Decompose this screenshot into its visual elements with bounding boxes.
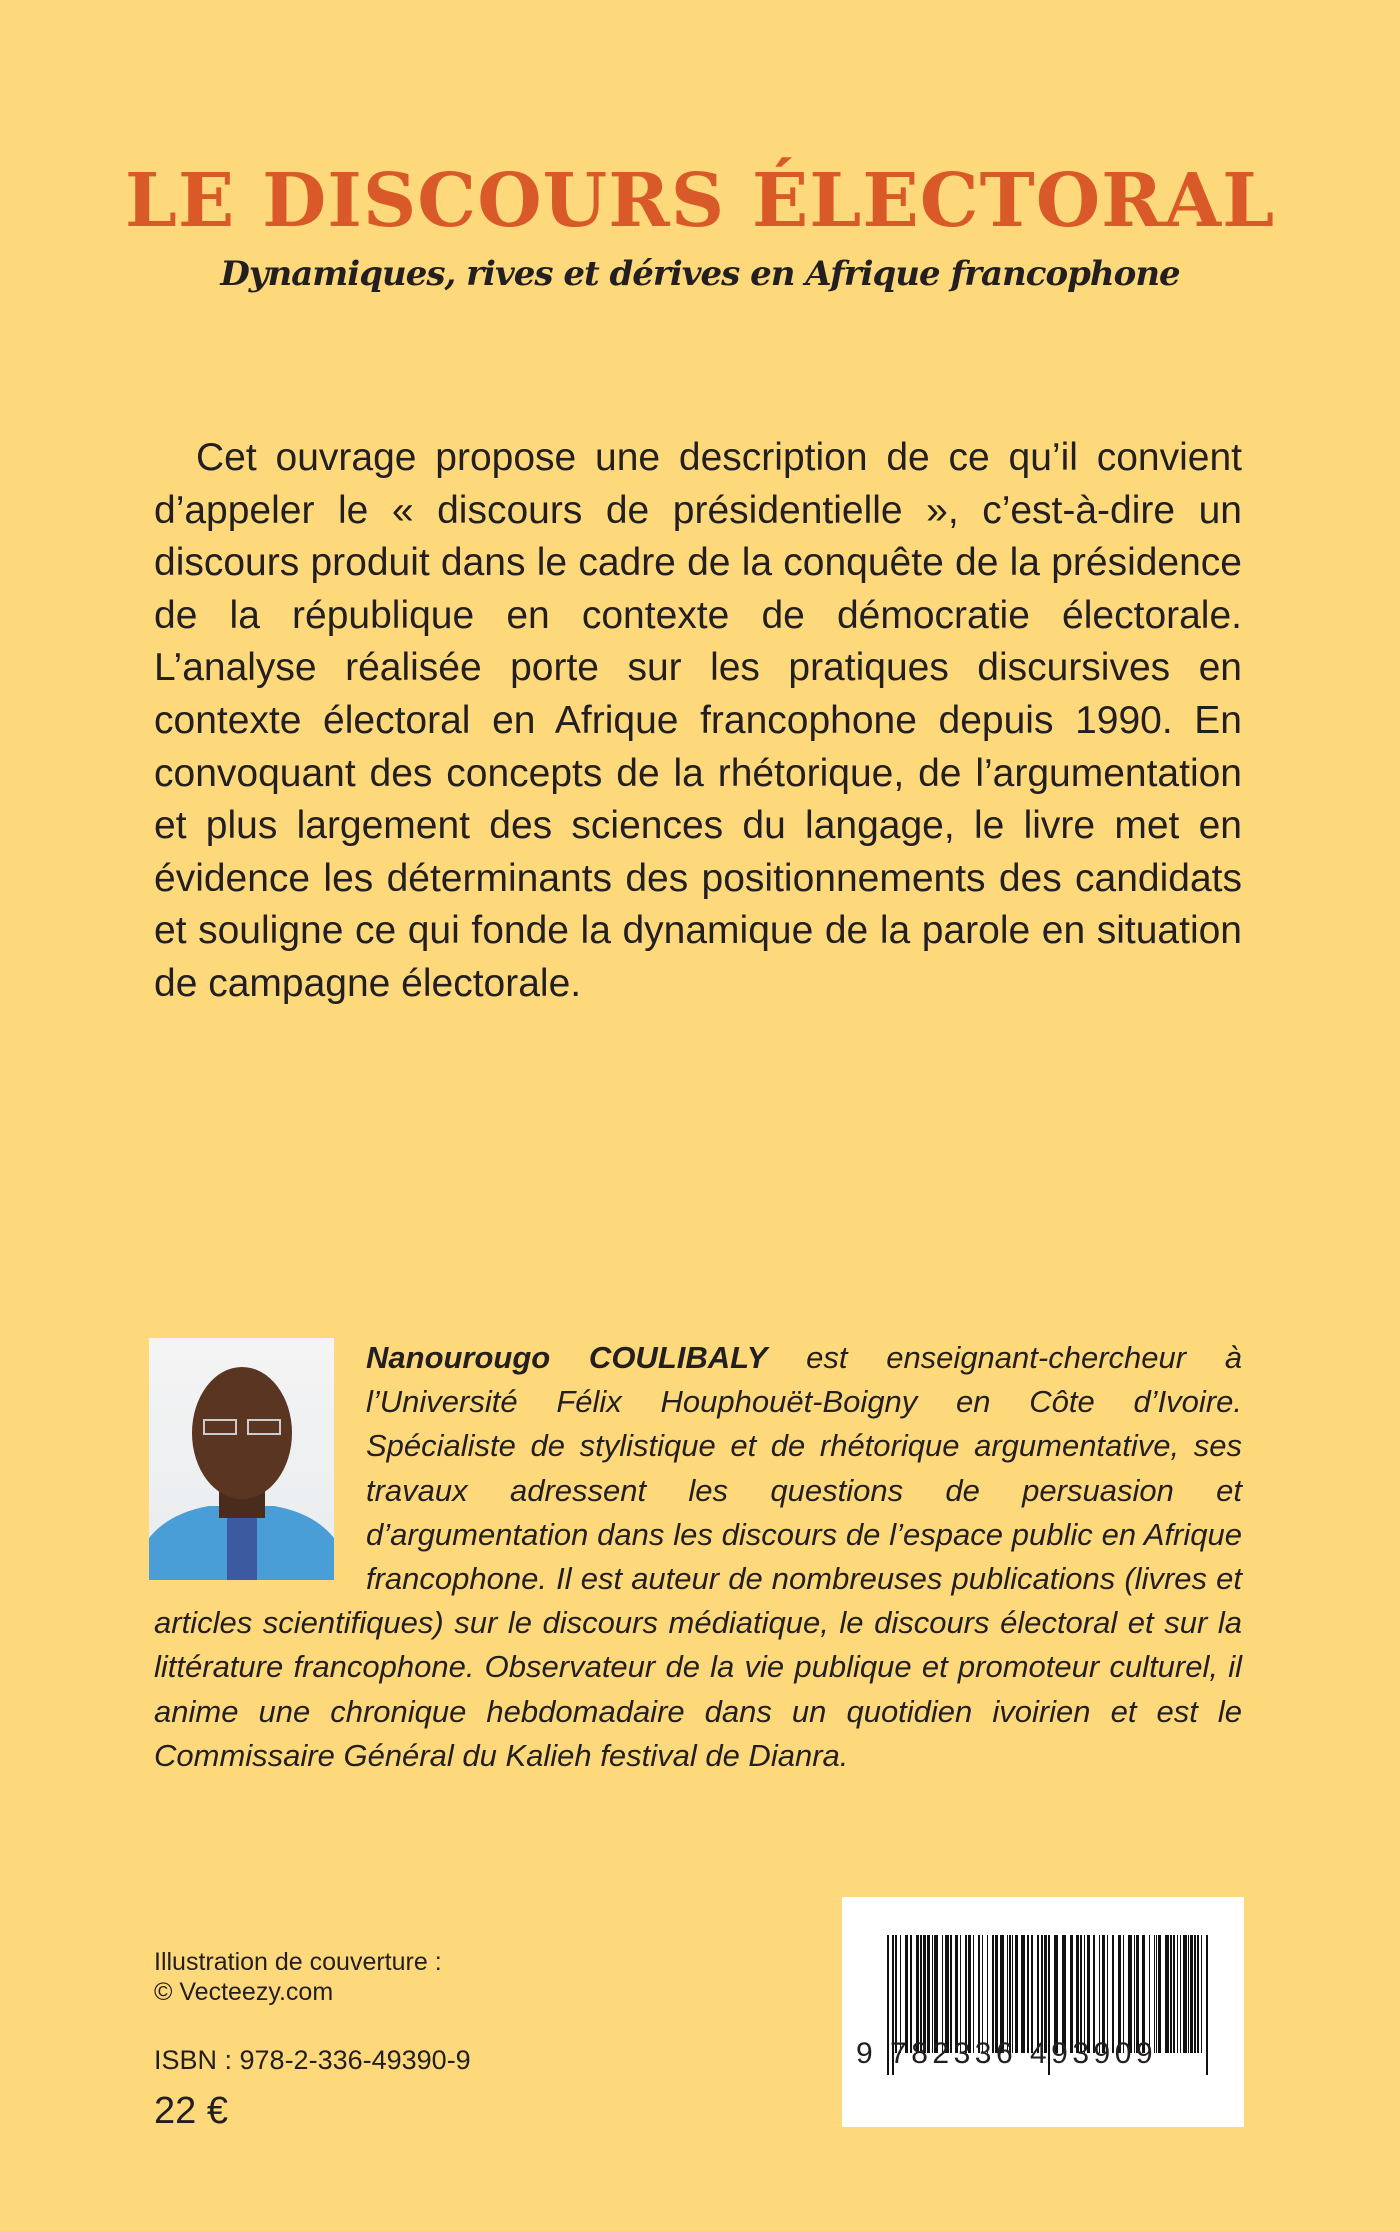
barcode-bar [945,1935,949,2053]
barcode-bar [1031,1935,1033,2053]
barcode-bar [1041,1935,1043,2053]
barcode [842,1897,1244,2127]
barcode-bar [895,1935,897,2053]
barcode-bar [1123,1935,1124,2053]
barcode-bar [968,1935,971,2053]
barcode-bar [1173,1935,1175,2053]
barcode-bar [1188,1935,1189,2053]
barcode-bar [965,1935,967,2053]
barcode-bar [995,1935,998,2053]
barcode-bar [1158,1935,1161,2053]
barcode-bar [1015,1935,1018,2053]
barcode-bar [987,1935,988,2053]
barcode-bar [1037,1935,1039,2053]
barcode-bar [916,1935,919,2053]
barcode-bar [900,1935,901,2053]
barcode-bar [1080,1935,1082,2053]
barcode-bar [1062,1935,1066,2053]
credit-label: Illustration de couverture : [154,1948,442,1976]
barcode-bar [978,1935,980,2053]
barcode-bar [1009,1935,1011,2053]
barcode-bar [1054,1935,1058,2053]
barcode-bar [932,1935,933,2053]
barcode-bar [1128,1935,1132,2053]
barcode-bar [982,1935,983,2053]
barcode-bar [910,1935,912,2053]
barcode-bar [934,1935,938,2053]
barcode-bar [1190,1935,1193,2053]
barcode-bar [1000,1935,1004,2053]
barcode-bar [1099,1935,1100,2053]
barcode-bar [1084,1935,1085,2053]
barcode-bar [1027,1935,1029,2053]
barcode-bar [1180,1935,1181,2053]
barcode-bar [1118,1935,1121,2053]
barcode-bar [1194,1935,1196,2053]
barcode-bar [973,1935,974,2053]
price: 22 € [154,2090,228,2132]
barcode-bar [1154,1935,1155,2053]
barcode-bar [905,1935,908,2053]
barcode-bar [1112,1935,1114,2053]
barcode-bar [1165,1935,1169,2053]
book-summary: Cet ouvrage propose une description de ce qu’il convient d’appeler le « discours de présidentielle », c’est-à-dire un discours produit dans le cadre de la conquête de la présidence de la république en contexte de démocratie électorale. L’analyse réalisée porte sur les pratiques discursives en contexte électoral en Afrique francophone depuis 1990. En convoquant des concepts de la rhétorique, de l’argumentation et plus largement des sciences du langage, le livre met en évidence les déterminants des positionnements des candidats et souligne ce qui fonde la dynamique de la parole en situation de campagne électorale. [154,436,1242,1005]
barcode-bar [960,1935,961,2053]
barcode-bar [1087,1935,1090,2053]
barcode-bar [1076,1935,1079,2053]
barcode-bar [1107,1935,1108,2053]
barcode-bar [927,1935,930,2053]
barcode-bar [1149,1935,1150,2053]
barcode-bar [920,1935,922,2053]
barcode-bar [1183,1935,1187,2053]
book-title: LE DISCOURS ÉLECTORAL [124,158,1276,244]
barcode-bar [1102,1935,1105,2053]
barcode-digits: 9 782336 493909 [856,2037,1158,2070]
barcode-bar [992,1935,994,2053]
barcode-bar [1197,1935,1199,2053]
author-bio [154,1336,1242,1778]
barcode-bar [1156,1935,1157,2053]
isbn: ISBN : 978-2-336-49390-9 [154,2045,471,2075]
barcode-bar [1136,1935,1139,2053]
barcode-bar [1201,1935,1202,2053]
barcode-bar [1093,1935,1095,2053]
barcode-bar [942,1935,943,2053]
cover-credit [154,1947,442,2007]
barcode-bar [1170,1935,1172,2053]
credit-source: © Vecteezy.com [154,1978,334,2006]
barcode-bar [1142,1935,1145,2053]
barcode-bar [1021,1935,1025,2053]
barcode-bar [1044,1935,1047,2053]
author-bio-text: est enseignant-chercheur à l’Université Félix Houphouët-Boigny en Côte d’Ivoire. Spécialiste de stylistique et de rhétorique argumentative, ses travaux adressent les questions de persuasion et d’argumentation dans les discours de l’espace public en Afrique francophone. Il est auteur de nombreuses publications (livres et articles scientifiques) sur le discours médiatique, le discours électoral et sur la littérature francophone. Observateur de la vie publique et promoteur culturel, il anime une chronique hebdomadaire dans un quotidien ivoirien et est le Commissaire Général du Kalieh festival de Dianra. [154,1340,1242,1773]
barcode-bar [1012,1935,1013,2053]
barcode-bar [950,1935,952,2053]
barcode-bar [955,1935,958,2053]
barcode-bar [1070,1935,1073,2053]
barcode-bar [923,1935,926,2053]
book-subtitle: Dynamiques, rives et dérives en Afrique francophone [220,254,1180,294]
barcode-bar [1007,1935,1008,2053]
barcode-bar [1134,1935,1135,2053]
barcode-bar [1177,1935,1178,2053]
author-name: Nanourougo COULIBALY [366,1340,768,1375]
